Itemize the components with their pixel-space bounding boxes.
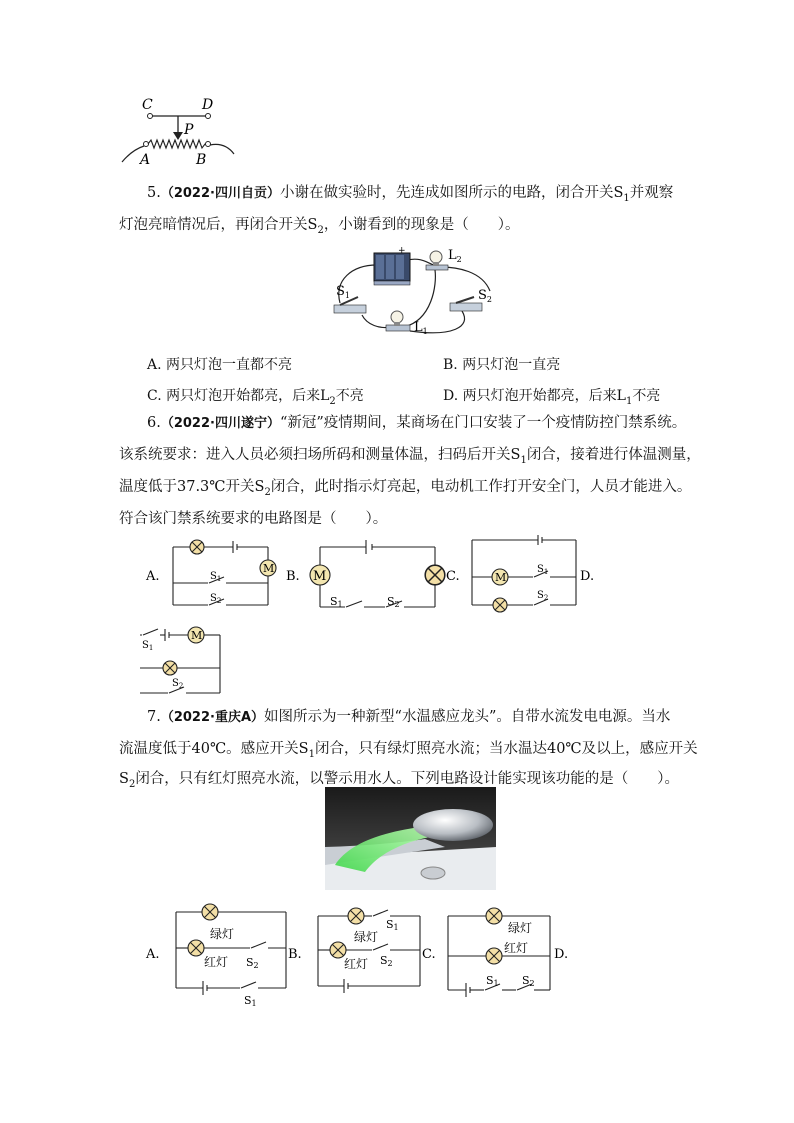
q6-d-s1: $S_1$: [142, 640, 154, 652]
q7-label-c: C.: [422, 947, 436, 962]
q6-line3: 温度低于37.3℃开关$S_2$闭合，此时指示灯亮起，电动机工作打开安全门，人员才能进入。: [119, 479, 692, 498]
q6-circuit-a: [173, 541, 268, 605]
q7-a-s2: S2: [246, 956, 259, 970]
q6-number: 6.: [147, 415, 161, 431]
q6-a-s1: $S_1$: [210, 571, 222, 583]
q6-text-1: “新冠”疫情期间，某商场在门口安装了一个疫情防控门禁系统。: [279, 415, 687, 431]
q7-c-red: 红灯: [504, 941, 529, 955]
q5-option-b[interactable]: B. 两只灯泡一直亮: [443, 357, 561, 373]
q5-l2-label: $L_2$: [448, 248, 462, 264]
q6-d-s2: $S_2$: [172, 678, 184, 690]
battery-icon: [374, 246, 410, 285]
q6-label-c: C.: [446, 569, 460, 584]
terminal-a-label: A: [140, 152, 151, 168]
q5-option-a[interactable]: A. 两只灯泡一直都不亮: [147, 357, 293, 373]
q5-text-2-end: ，小谢看到的现象是（ ）。: [323, 217, 520, 233]
q6-circuit-c: [472, 535, 576, 605]
q7-b-s1: S1: [386, 918, 399, 932]
q5-option-c[interactable]: C. 两只灯泡开始都亮，后来$L_2$不亮: [147, 388, 364, 407]
q6-a-s2: $S_2$: [210, 593, 222, 605]
q7-number: 7.: [147, 709, 161, 725]
q7-c-s1: S1: [486, 974, 499, 988]
q6-c-motor-label: M: [495, 571, 507, 584]
terminal-d-label: D: [202, 97, 214, 113]
q7-line3: $S_2$闭合，只有红灯照亮水流，以警示用水人。下列电路设计能实现该功能的是（ ）。: [119, 771, 680, 790]
q5-number: 5.: [147, 185, 161, 201]
svg-text:+: +: [398, 246, 406, 256]
q7-text-1: 如图所示为一种新型“水温感应龙头”。自带水流发电电源。当水: [264, 709, 671, 725]
q7-b-s2: S2: [380, 954, 393, 968]
q6-b-s2: S2: [387, 595, 400, 609]
q5-circuit-figure: [322, 245, 512, 345]
bulb-l1-icon: [386, 311, 410, 331]
q6-source: （2022·四川遂宁）: [160, 416, 280, 431]
q7-c-s2: S2: [522, 974, 535, 988]
faucet-photo: [325, 787, 496, 890]
q5-text-1: 小谢在做实验时，先连成如图所示的电路，闭合开关S: [279, 185, 624, 201]
q5-text-1-end: 并观察: [629, 185, 674, 201]
q6-d-motor-label: M: [191, 629, 203, 642]
slider-p-label: P: [184, 122, 194, 138]
q5-text-2: 灯泡亮暗情况后，再闭合开关S: [119, 217, 318, 233]
q7-line1: [147, 702, 670, 733]
q7-a-red: 红灯: [204, 955, 229, 969]
q7-label-b: B.: [288, 947, 302, 962]
q5-option-d[interactable]: D. 两只灯泡开始都亮，后来$L_1$不亮: [443, 388, 661, 407]
q6-label-a: A.: [146, 569, 160, 584]
q5-text-1-sub: 1: [623, 192, 630, 204]
q6-label-d: D.: [580, 569, 595, 584]
q7-c-green: 绿灯: [508, 921, 533, 935]
q6-line2: 该系统要求：进入人员必须扫场所码和测量体温，扫码后开关$S_1$闭合，接着进行体温测量，: [119, 447, 701, 466]
q7-source: （2022·重庆A）: [160, 710, 265, 725]
q7-line2: 流温度低于40℃。感应开关$S_1$闭合，只有绿灯照亮水流；当水温达40℃及以上，感应开关: [119, 741, 698, 760]
terminal-c-label: C: [142, 97, 153, 113]
bulb-l2-icon: [426, 251, 448, 270]
q7-circuits: [140, 898, 580, 1008]
q5-line1: [147, 178, 673, 214]
q5-s2-label: $S_2$: [478, 288, 492, 304]
q6-circuits: [140, 535, 610, 700]
q6-line4: 符合该门禁系统要求的电路图是（ ）。: [119, 511, 388, 527]
q6-c-s2: $S_2$: [537, 590, 549, 602]
q7-b-green: 绿灯: [354, 930, 379, 944]
q7-b-red: 红灯: [344, 957, 369, 971]
terminal-b-label: B: [196, 152, 207, 168]
q6-b-s1: S1: [330, 595, 343, 609]
q5-s1-label: $S_1$: [336, 284, 350, 300]
q5-source: （2022·四川自贡）: [160, 186, 280, 201]
q6-line1: [147, 408, 686, 439]
q7-label-a: A.: [146, 947, 160, 962]
q5-l1-label: $L_1$: [414, 320, 428, 336]
q6-c-s1: $S_1$: [537, 564, 549, 576]
q7-label-d: D.: [554, 947, 569, 962]
q7-a-s1: S1: [244, 994, 257, 1008]
q6-a-motor-label: M: [263, 562, 275, 575]
q6-b-motor-label: M: [313, 569, 327, 584]
q6-label-b: B.: [286, 569, 300, 584]
rheostat-figure: [110, 92, 250, 172]
q5-text-2-sub: 2: [317, 224, 324, 236]
q7-a-green: 绿灯: [210, 927, 235, 941]
q5-line2: [119, 210, 520, 246]
